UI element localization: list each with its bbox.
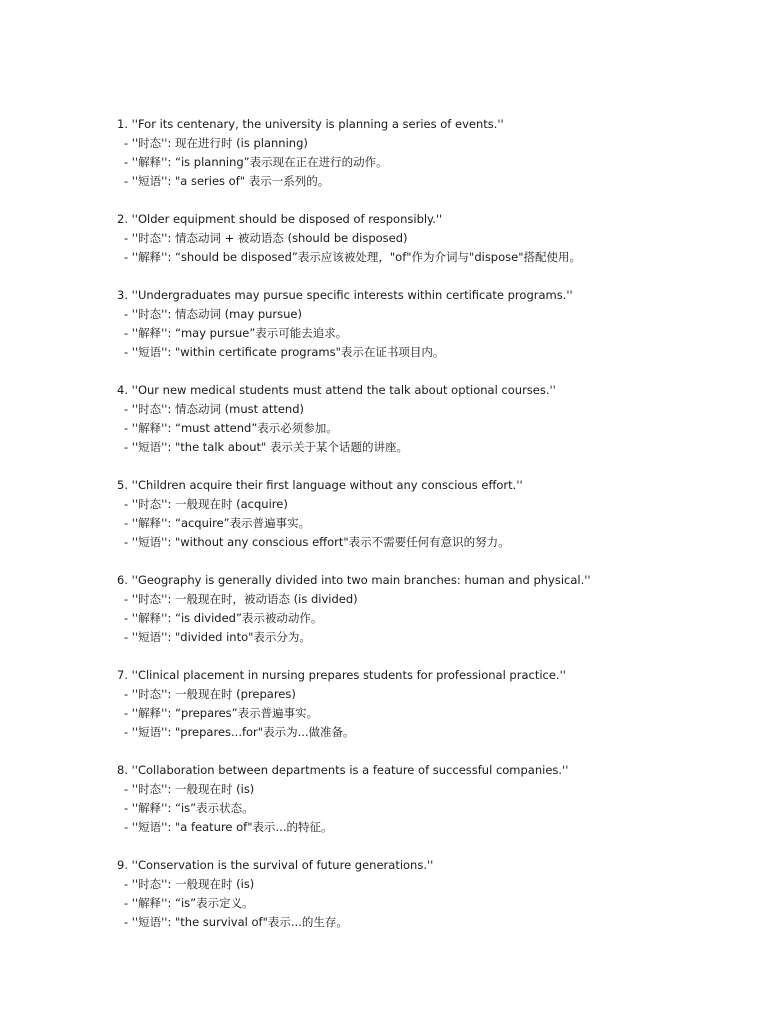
entry-tense-line: - ''时态'': 情态动词 (may pursue) [124,307,302,321]
entry-6 [117,571,737,647]
entry-sentence: 6. ''Geography is generally divided into two main branches: human and physical.'' [117,573,591,587]
entry-tense-line: - ''时态'': 一般现在时 (is) [124,782,255,796]
entry-tense-line: - ''时态'': 一般现在时 (prepares) [124,687,296,701]
entry-2 [117,210,737,267]
entry-sentence: 5. ''Children acquire their first language without any conscious effort.'' [117,478,523,492]
entry-4 [117,381,737,457]
entry-9 [117,856,737,932]
entry-sentence: 8. ''Collaboration between departments is a feature of successful companies.'' [117,763,569,777]
entry-phrase-line: - ''短语'': "without any conscious effort"表示不需要任何有意识的努力。 [124,535,510,549]
entry-tense-line: - ''时态'': 情态动词 (must attend) [124,402,304,416]
entry-explanation-line: - ''解释'': “is divided”表示被动动作。 [124,611,323,625]
entry-3 [117,286,737,362]
entry-tense-line: - ''时态'': 一般现在时 (acquire) [124,497,288,511]
entry-phrase-line: - ''短语'': "a series of" 表示一系列的。 [124,174,330,188]
document-body [117,115,737,951]
entry-explanation-line: - ''解释'': “should be disposed”表示应该被处理，"of"作为介词与"dispose"搭配使用。 [124,250,581,264]
entry-sentence: 1. ''For its centenary, the university is planning a series of events.'' [117,117,504,131]
entry-7 [117,666,737,742]
entry-phrase-line: - ''短语'': "prepares...for"表示为...做准备。 [124,725,355,739]
entry-sentence: 2. ''Older equipment should be disposed of responsibly.'' [117,212,443,226]
entry-5 [117,476,737,552]
entry-explanation-line: - ''解释'': “is”表示定义。 [124,896,254,910]
entry-1 [117,115,737,191]
entry-explanation-line: - ''解释'': “must attend”表示必须参加。 [124,421,338,435]
entry-tense-line: - ''时态'': 情态动词 + 被动语态 (should be disposed) [124,231,408,245]
entry-explanation-line: - ''解释'': “prepares”表示普遍事实。 [124,706,319,720]
entry-explanation-line: - ''解释'': “is”表示状态。 [124,801,254,815]
entry-explanation-line: - ''解释'': “may pursue”表示可能去追求。 [124,326,348,340]
entry-phrase-line: - ''短语'': "the talk about" 表示关于某个话题的讲座。 [124,440,408,454]
entry-phrase-line: - ''短语'': "a feature of"表示...的特征。 [124,820,333,834]
entry-8 [117,761,737,837]
entry-explanation-line: - ''解释'': “is planning”表示现在正在进行的动作。 [124,155,388,169]
entry-phrase-line: - ''短语'': "the survival of"表示...的生存。 [124,915,348,929]
entry-tense-line: - ''时态'': 现在进行时 (is planning) [124,136,308,150]
entry-sentence: 3. ''Undergraduates may pursue specific interests within certificate programs.'' [117,288,573,302]
entry-explanation-line: - ''解释'': “acquire”表示普遍事实。 [124,516,311,530]
entry-phrase-line: - ''短语'': "within certificate programs"表示在证书项目内。 [124,345,445,359]
entry-sentence: 9. ''Conservation is the survival of future generations.'' [117,858,434,872]
entry-sentence: 7. ''Clinical placement in nursing prepares students for professional practice.'' [117,668,566,682]
entry-sentence: 4. ''Our new medical students must attend the talk about optional courses.'' [117,383,556,397]
entry-phrase-line: - ''短语'': "divided into"表示分为。 [124,630,311,644]
entry-tense-line: - ''时态'': 一般现在时 (is) [124,877,255,891]
entry-tense-line: - ''时态'': 一般现在时，被动语态 (is divided) [124,592,358,606]
